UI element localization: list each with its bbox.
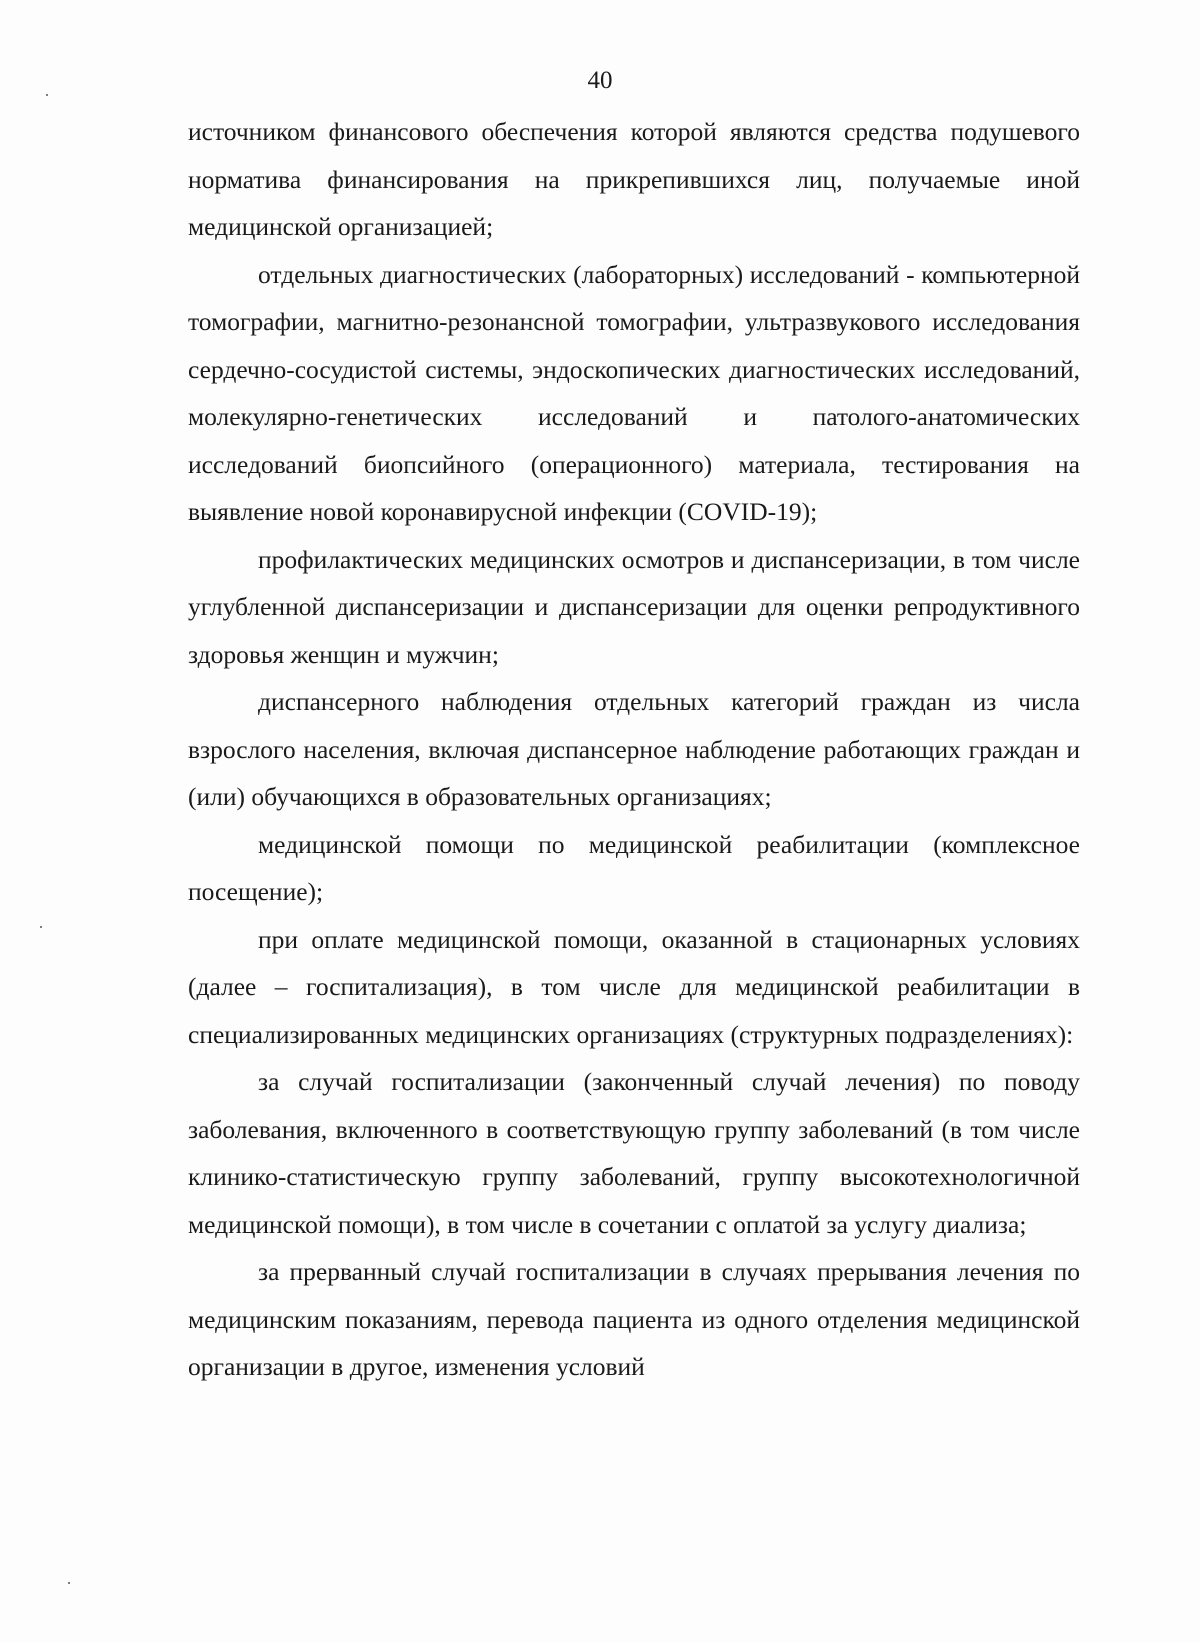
paragraph-2: отдельных диагностических (лабораторных) исследований - компьютерной томографии, магнитно-резонансной томографии, ультразвукового исследования сердечно-сосудистой системы, эндоскопических диагностических исследований, молекулярно-генетических исследований и патолого-анатомических исследований биопсийного (операционного) материала, тестирования на выявление новой коронавирусной инфекции (COVID-19); (188, 259, 1080, 526)
paragraph-6: при оплате медицинской помощи, оказанной в стационарных условиях (далее – госпитализация), в том числе для медицинской реабилитации в специализированных медицинских организациях (структурных подразделениях): (188, 924, 1080, 1049)
scan-speck (40, 926, 42, 928)
paragraph-4: диспансерного наблюдения отдельных категорий граждан из числа взрослого населения, включая диспансерное наблюдение работающих граждан и (или) обучающихся в образовательных организациях; (188, 687, 1080, 811)
paragraph-7: за случай госпитализации (законченный случай лечения) по поводу заболевания, включенного в соответствующую группу заболеваний (в том числе клинико-статистическую группу заболеваний, группу высокотехнологичной медицинской помощи), в том числе в сочетании с оплатой за услугу диализа; (188, 1067, 1080, 1239)
scan-speck (68, 1582, 70, 1584)
paragraph-3: профилактических медицинских осмотров и диспансеризации, в том числе углубленной диспансеризации и диспансеризации для оценки репродуктивного здоровья женщин и мужчин; (188, 544, 1080, 669)
page-number: 40 (587, 67, 613, 94)
paragraph-5: медицинской помощи по медицинской реабилитации (комплексное посещение); (188, 829, 1080, 906)
document-body (188, 108, 1080, 1391)
paragraph-8: за прерванный случай госпитализации в случаях прерывания лечения по медицинским показаниям, перевода пациента из одного отделения медицинской организации в другое, изменения условий (188, 1257, 1080, 1381)
paragraph-1: источником финансового обеспечения которой являются средства подушевого норматива финансирования на прикрепившихся лиц, получаемые иной медицинской организацией; (188, 117, 1080, 241)
